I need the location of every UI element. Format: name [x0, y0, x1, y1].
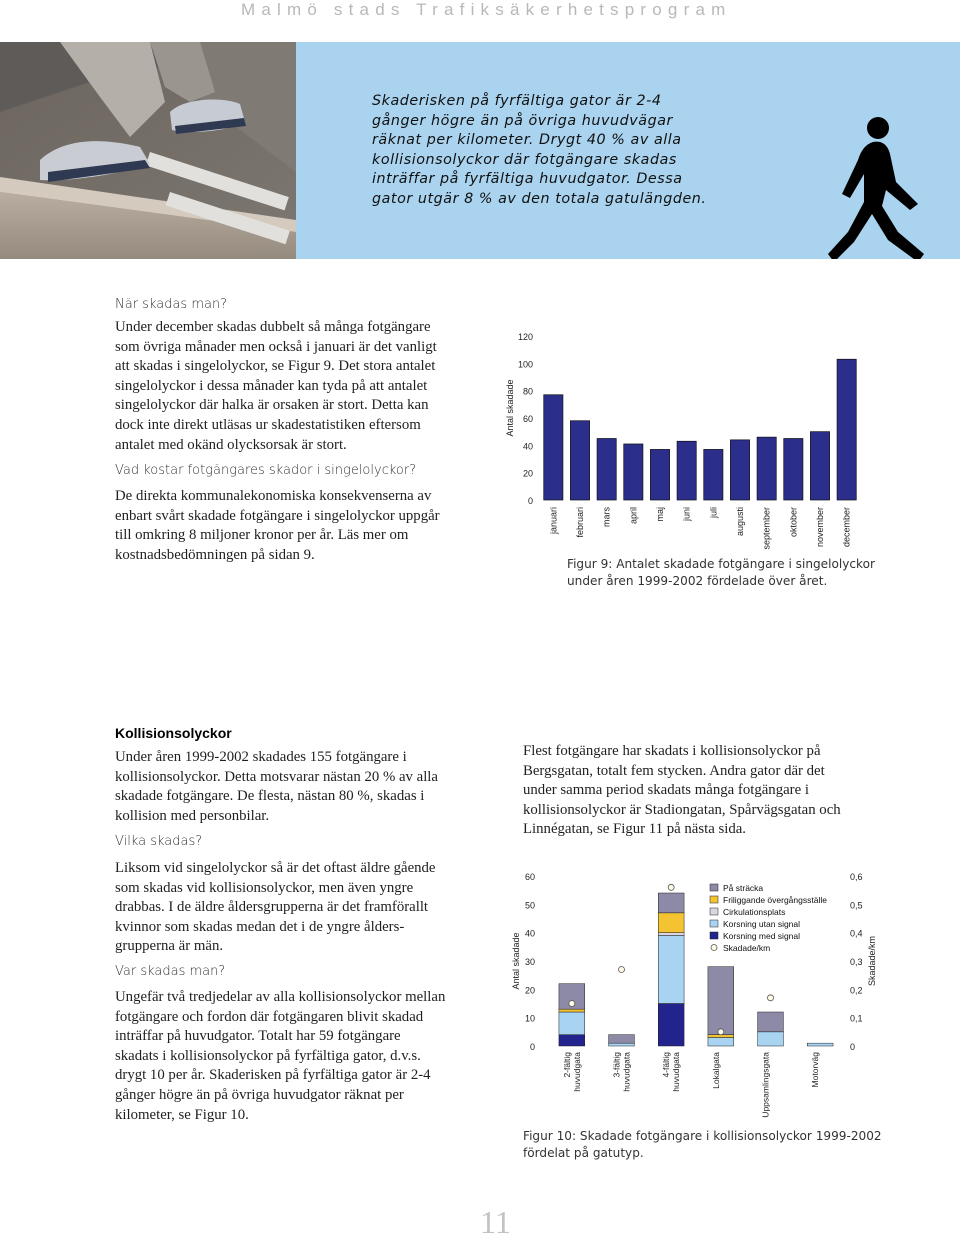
legend-label: Friliggande övergångsställe — [723, 895, 827, 905]
legend-label: Skadade/km — [723, 943, 771, 953]
text-line: kollision med personbilar. — [115, 807, 270, 824]
stack-segment — [658, 933, 684, 936]
x-tick-label: november — [815, 507, 825, 548]
figure-10-street-type-stacked-chart — [505, 862, 890, 1130]
text-line: dock inte direkt utläsas ur skadestatistiken eftersom — [115, 416, 421, 433]
text-line: Under december skadas dubbelt så många fotgängare — [115, 319, 431, 335]
skadade-per-km-marker — [668, 884, 674, 890]
bar-april — [624, 444, 643, 500]
text-line: De direkta kommunalekonomiska konsekvenserna av — [115, 488, 432, 504]
x-tick-label: Lokalgata — [710, 1052, 721, 1089]
caption-line: Figur 9: Antalet skadade fotgängare i singelolyckor — [567, 557, 875, 571]
stack-segment — [758, 1012, 784, 1032]
text-line: inträffar på huvudgator. Totalt har 59 fotgängare — [115, 1028, 401, 1045]
legend-label: Korsning utan signal — [723, 919, 801, 929]
text-line: drygt 10 per år. Skaderisken på fyrfältiga gator är 2-4 — [115, 1067, 431, 1084]
text-line: kollisionsolyckor är Stadiongatan, Spårvägsgatan och — [523, 801, 841, 818]
y-tick-label: 120 — [517, 332, 533, 342]
text-line: singelolyckor där halka är orsaken är stort. Detta kan — [115, 397, 429, 414]
intro-line: kollisionsolyckor där fotgängare skadas — [372, 151, 677, 168]
y-tick-label: 10 — [524, 1013, 535, 1024]
x-tick-label: juli — [708, 507, 719, 519]
legend-swatch — [710, 932, 718, 939]
stack-segment — [658, 893, 684, 913]
text-line: kilometer, se Figur 10. — [115, 1106, 249, 1123]
skadade-per-km-marker — [569, 1001, 575, 1007]
y2-tick-label: 0,4 — [850, 928, 863, 939]
text-line: under samma period skadats många fotgängare i — [523, 782, 809, 799]
stack-segment — [559, 1035, 585, 1046]
y2-tick-label: 0,6 — [850, 872, 863, 882]
x-tick-label: augusti — [735, 507, 745, 537]
text-line: skadats i kollisionsolyckor på fyrfältiga gator, d.v.s. — [115, 1047, 421, 1064]
text-line: enbart svårt skadade fotgängare i singelolyckor uppgår — [115, 507, 440, 524]
walking-person-icon — [828, 114, 928, 259]
intro-line: Skaderisken på fyrfältiga gator är 2-4 — [372, 93, 662, 109]
section2-paragraph-3 — [115, 988, 480, 1125]
legend-swatch — [710, 884, 718, 891]
bar-januari — [544, 395, 563, 500]
caption-line: Figur 10: Skadade fotgängare i kollisionsolyckor 1999-2002 — [523, 1129, 882, 1143]
heading-when-injured: När skadas man? — [115, 297, 228, 312]
y-tick-label: 20 — [524, 985, 535, 996]
section2-paragraph — [115, 748, 480, 826]
heading-who-injured: Vilka skadas? — [115, 834, 203, 849]
skadade-per-km-marker — [768, 995, 774, 1001]
text-line: Flest fotgängare har skadats i kollisionsolyckor på — [523, 743, 821, 759]
text-line: Linnégatan, se Figur 11 på nästa sida. — [523, 821, 746, 838]
section2-paragraph-2 — [115, 859, 480, 957]
x-tick-label: Uppsamlingsgata — [760, 1052, 771, 1118]
legend-swatch — [710, 908, 718, 915]
y-axis-label: Antal skadade — [511, 932, 521, 990]
y-tick-label: 60 — [522, 414, 533, 424]
heading-costs: Vad kostar fotgängares skador i singelolyckor? — [115, 463, 417, 478]
bar-juli — [704, 449, 723, 500]
figure-9-caption — [567, 556, 875, 590]
legend-swatch — [710, 920, 718, 927]
figure-9-monthly-bar-chart — [495, 320, 865, 560]
x-tick-label: maj — [655, 507, 665, 522]
intro-line: gånger högre än på övriga huvudvägar — [372, 112, 673, 129]
stack-segment — [609, 1035, 635, 1044]
stack-segment — [758, 1032, 784, 1046]
text-line: som övriga månader men också i januari är det vanligt — [115, 338, 437, 355]
text-line: drabbas. I de äldre åldersgrupperna är det framförallt — [115, 899, 429, 916]
bar-mars — [597, 439, 616, 501]
y2-tick-label: 0,2 — [850, 985, 863, 996]
bar-maj — [650, 449, 669, 500]
y-tick-label: 0 — [529, 1042, 535, 1052]
y2-tick-label: 0,5 — [850, 900, 863, 911]
text-line: kollisionsolyckor. Detta motsvarar nästan 20 % av alla — [115, 768, 438, 785]
stack-segment — [708, 967, 734, 1035]
x-tick-label: 3-fältig — [611, 1052, 622, 1078]
section1-paragraph-2 — [115, 487, 480, 565]
y-tick-label: 80 — [522, 386, 533, 397]
y2-tick-label: 0,1 — [850, 1013, 863, 1024]
intro-line: gator utgär 8 % av den totala gatulängden. — [372, 190, 707, 207]
stack-segment — [559, 1009, 585, 1012]
heading-collisions: Kollisionsolyckor — [115, 725, 232, 741]
y-tick-label: 60 — [524, 872, 535, 882]
figure-10-caption — [523, 1128, 882, 1162]
stack-segment — [559, 1012, 585, 1035]
stack-segment — [658, 1004, 684, 1047]
text-line: gånger högre än på övriga huvudgator räknat per — [115, 1086, 404, 1103]
y2-axis-label: Skadade/km — [867, 935, 877, 987]
bar-oktober — [784, 439, 803, 501]
x-tick-label: 4-fältig — [661, 1052, 672, 1078]
bar-juni — [677, 441, 696, 500]
text-line: skadade fotgängare. De flesta, nästan 80 %, skadas i — [115, 788, 425, 805]
legend-label: Cirkulationsplats — [723, 907, 786, 917]
x-tick-label: september — [761, 507, 772, 550]
bar-december — [837, 359, 856, 500]
y-tick-label: 0 — [527, 496, 533, 506]
y2-tick-label: 0,3 — [850, 957, 863, 967]
x-tick-label: december — [841, 507, 852, 548]
y-tick-label: 100 — [517, 359, 533, 370]
text-line: som skadas vid kollisionsolyckor, men även yngre — [115, 879, 414, 896]
text-line: Bergsgatan, totalt fem stycken. Andra gator där det — [523, 762, 825, 779]
y2-tick-label: 0 — [850, 1042, 856, 1052]
running-header: Malmö stads Trafiksäkerhetsprogram — [241, 0, 732, 19]
legend-swatch — [710, 896, 718, 903]
intro-line: räknat per kilometer. Drygt 40 % av alla — [372, 132, 682, 149]
x-tick-label: huvudgata — [571, 1052, 582, 1092]
text-line: Ungefär två tredjedelar av alla kollisionsolyckor mellan — [115, 989, 446, 1005]
banner — [0, 42, 960, 259]
x-tick-label: huvudgata — [621, 1052, 632, 1092]
text-line: Liksom vid singelolyckor så är det oftast äldre gående — [115, 860, 436, 876]
bar-augusti — [730, 440, 749, 500]
y-axis-label: Antal skadade — [505, 379, 515, 437]
x-tick-label: februari — [575, 507, 585, 538]
legend-label: Korsning med signal — [723, 931, 801, 941]
section2-right-paragraph — [523, 742, 903, 840]
bar-februari — [570, 421, 589, 500]
x-tick-label: juni — [681, 507, 692, 522]
text-line: antalet med okänd olycksorsak är stort. — [115, 436, 347, 453]
intro-text — [372, 92, 792, 210]
stack-segment — [708, 1038, 734, 1047]
text-line: grupperna är män. — [115, 938, 224, 955]
text-line: fotgängare och fordon där fotgängaren blivit skadad — [115, 1008, 424, 1025]
skadade-per-km-marker — [718, 1029, 724, 1035]
y-tick-label: 30 — [524, 957, 535, 967]
y-tick-label: 50 — [524, 900, 535, 911]
caption-line: fördelat på gatutyp. — [523, 1146, 644, 1160]
stack-segment — [807, 1043, 833, 1046]
legend-marker — [711, 945, 717, 951]
y-tick-label: 40 — [524, 928, 535, 939]
x-tick-label: april — [628, 507, 639, 525]
x-tick-label: huvudgata — [671, 1052, 682, 1092]
stack-segment — [658, 936, 684, 1004]
text-line: kostnadsbedömningen på sidan 9. — [115, 546, 315, 563]
section1-paragraph — [115, 318, 480, 455]
x-tick-label: januari — [548, 507, 559, 535]
text-line: att skadas i singelolyckor, se Figur 9. Det stora antalet — [115, 358, 436, 375]
stack-segment — [658, 913, 684, 933]
caption-line: under åren 1999-2002 fördelade över året. — [567, 574, 828, 588]
text-line: till omkring 8 miljoner kronor per år. Läs mer om — [115, 527, 409, 544]
y-tick-label: 20 — [522, 468, 533, 479]
heading-where-injured: Var skadas man? — [115, 964, 226, 979]
x-tick-label: 2-fältig — [561, 1052, 572, 1078]
x-tick-label: oktober — [788, 507, 799, 538]
text-line: Under åren 1999-2002 skadades 155 fotgängare i — [115, 749, 407, 765]
stack-segment — [609, 1043, 635, 1046]
legend-label: På sträcka — [723, 883, 764, 893]
bar-november — [810, 432, 829, 500]
skadade-per-km-marker — [619, 967, 625, 973]
x-tick-label: Motorväg — [810, 1052, 821, 1088]
text-line: singelolyckor i dessa månader kan tyda på att antalet — [115, 377, 428, 394]
x-tick-label: mars — [601, 507, 612, 527]
intro-line: inträffar på fyrfältiga huvudgator. Dessa — [372, 171, 683, 188]
page-number: 11 — [480, 1204, 511, 1240]
photo-pedestrian-stepping-off-curb — [0, 42, 296, 259]
y-tick-label: 40 — [522, 441, 533, 452]
text-line: kvinnor som skadas medan det i de yngre ålders- — [115, 918, 405, 935]
bar-september — [757, 437, 776, 500]
